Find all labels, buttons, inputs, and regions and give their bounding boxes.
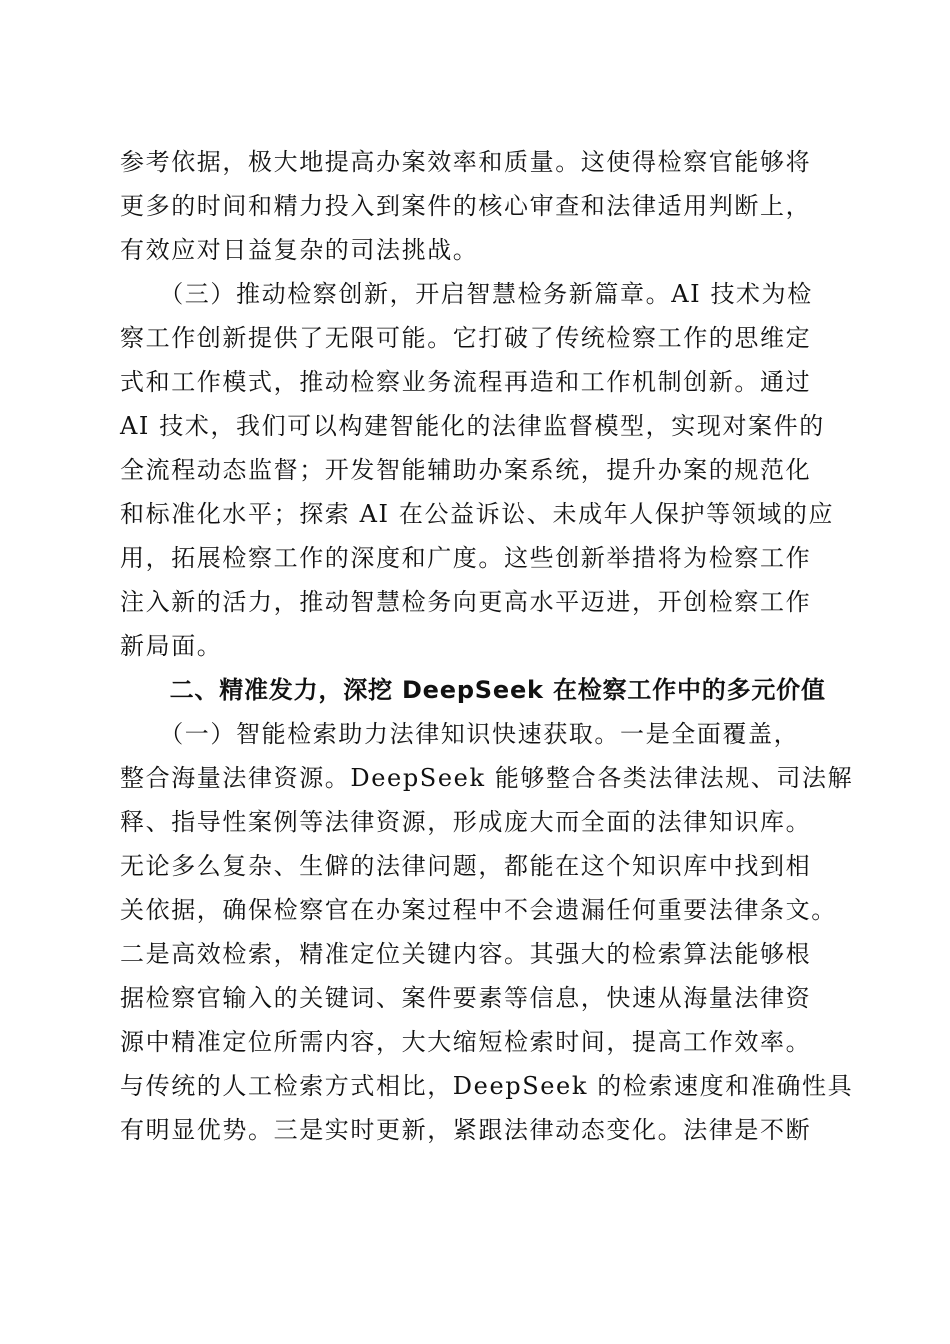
text-line: 注入新的活力，推动智慧检务向更高水平迈进，开创检察工作: [120, 588, 812, 616]
text-line: 与传统的人工检索方式相比，DeepSeek 的检索速度和准确性具: [120, 1072, 854, 1100]
section-heading: 二、精准发力，深挖 DeepSeek 在检察工作中的多元价值: [120, 676, 826, 704]
text-line: 参考依据，极大地提高办案效率和质量。这使得检察官能够将: [120, 148, 812, 176]
text-line: 二是高效检索，精准定位关键内容。其强大的检索算法能够根: [120, 940, 812, 968]
text-line: 更多的时间和精力投入到案件的核心审查和法律适用判断上，: [120, 192, 812, 220]
text-line: 和标准化水平；探索 AI 在公益诉讼、未成年人保护等领域的应: [120, 500, 835, 528]
text-line: 释、指导性案例等法律资源，形成庞大而全面的法律知识库。: [120, 808, 812, 836]
text-line: 源中精准定位所需内容，大大缩短检索时间，提高工作效率。: [120, 1028, 812, 1056]
text-line: 无论多么复杂、生僻的法律问题，都能在这个知识库中找到相: [120, 852, 812, 880]
text-line: 全流程动态监督；开发智能辅助办案系统，提升办案的规范化: [120, 456, 812, 484]
text-line: （一）智能检索助力法律知识快速获取。一是全面覆盖，: [120, 720, 800, 748]
text-line: 有明显优势。三是实时更新，紧跟法律动态变化。法律是不断: [120, 1116, 812, 1144]
text-line: 关依据，确保检察官在办案过程中不会遗漏任何重要法律条文。: [120, 896, 837, 924]
text-line: 整合海量法律资源。DeepSeek 能够整合各类法律法规、司法解: [120, 764, 854, 792]
text-line: 察工作创新提供了无限可能。它打破了传统检察工作的思维定: [120, 324, 812, 352]
text-line: 式和工作模式，推动检察业务流程再造和工作机制创新。通过: [120, 368, 812, 396]
text-line: 有效应对日益复杂的司法挑战。: [120, 236, 479, 264]
text-line: 用，拓展检察工作的深度和广度。这些创新举措将为检察工作: [120, 544, 812, 572]
text-line: AI 技术，我们可以构建智能化的法律监督模型，实现对案件的: [120, 412, 825, 440]
text-line: 新局面。: [120, 632, 223, 660]
text-line: 据检察官输入的关键词、案件要素等信息，快速从海量法律资: [120, 984, 812, 1012]
document-body: [120, 140, 854, 1152]
text-line: （三）推动检察创新，开启智慧检务新篇章。AI 技术为检: [120, 280, 813, 308]
